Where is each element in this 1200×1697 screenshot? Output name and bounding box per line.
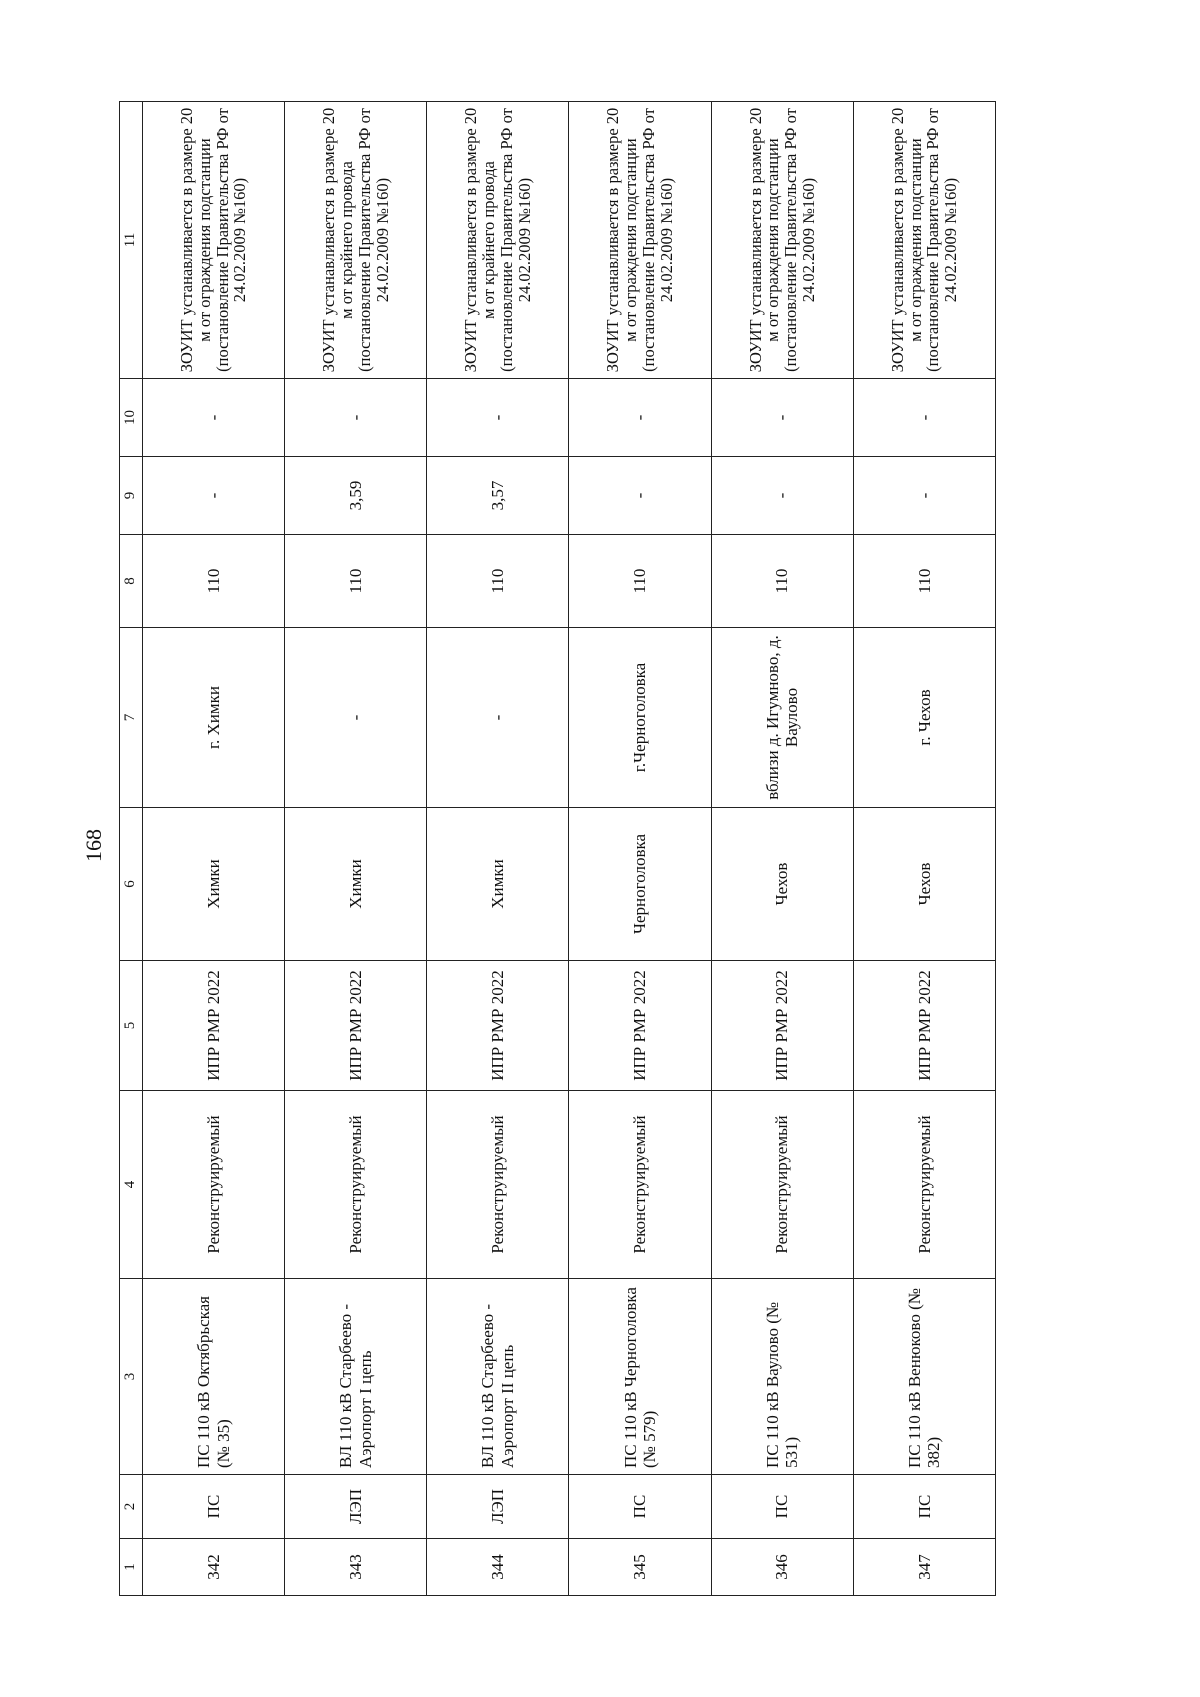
program: ИПР РМР 2022	[711, 961, 853, 1091]
column-10-value: -	[285, 379, 427, 457]
object-status: Реконструируемый	[569, 1091, 711, 1279]
column-header: 4	[120, 1091, 143, 1279]
table-row	[143, 102, 285, 1596]
voltage: 110	[569, 535, 711, 628]
object-status: Реконструируемый	[853, 1091, 995, 1279]
length: -	[569, 457, 711, 535]
column-10-value: -	[427, 379, 569, 457]
column-header: 6	[120, 808, 143, 961]
location: -	[427, 628, 569, 808]
column-10-value: -	[143, 379, 285, 457]
district: Черноголовка	[569, 808, 711, 961]
length: 3,59	[285, 457, 427, 535]
location: вблизи д. Игумново, д. Ваулово	[711, 628, 853, 808]
column-10-value: -	[569, 379, 711, 457]
object-type: ЛЭП	[285, 1475, 427, 1539]
column-header: 11	[120, 102, 143, 379]
column-header: 3	[120, 1279, 143, 1475]
table-row	[853, 102, 995, 1596]
length: -	[711, 457, 853, 535]
object-status: Реконструируемый	[143, 1091, 285, 1279]
program: ИПР РМР 2022	[285, 961, 427, 1091]
district: Химки	[285, 808, 427, 961]
location: г. Химки	[143, 628, 285, 808]
object-status: Реконструируемый	[285, 1091, 427, 1279]
zone-note: ЗОУИТ устанавливается в размере 20 м от ограждения подстанции (постановление Правительства РФ от 24.02.2009 №160)	[711, 102, 853, 379]
location: -	[285, 628, 427, 808]
row-number: 343	[285, 1539, 427, 1596]
column-header: 8	[120, 535, 143, 628]
program: ИПР РМР 2022	[427, 961, 569, 1091]
object-type: ПС	[853, 1475, 995, 1539]
length: -	[143, 457, 285, 535]
table-container	[119, 102, 996, 1596]
object-name: ПС 110 кВ Ваулово (№ 531)	[711, 1279, 853, 1475]
district: Химки	[143, 808, 285, 961]
district: Чехов	[711, 808, 853, 961]
object-type: ПС	[569, 1475, 711, 1539]
object-name: ВЛ 110 кВ Старбеево - Аэропорт II цепь	[427, 1279, 569, 1475]
program: ИПР РМР 2022	[569, 961, 711, 1091]
row-number: 342	[143, 1539, 285, 1596]
row-number: 347	[853, 1539, 995, 1596]
object-name: ПС 110 кВ Октябрьская (№ 35)	[143, 1279, 285, 1475]
object-status: Реконструируемый	[711, 1091, 853, 1279]
column-10-value: -	[853, 379, 995, 457]
object-type: ЛЭП	[427, 1475, 569, 1539]
data-table	[119, 101, 996, 1596]
zone-note: ЗОУИТ устанавливается в размере 20 м от ограждения подстанции (постановление Правительства РФ от 24.02.2009 №160)	[143, 102, 285, 379]
voltage: 110	[853, 535, 995, 628]
table-row	[569, 102, 711, 1596]
object-status: Реконструируемый	[427, 1091, 569, 1279]
row-number: 346	[711, 1539, 853, 1596]
table-row	[285, 102, 427, 1596]
row-number: 344	[427, 1539, 569, 1596]
table-row	[427, 102, 569, 1596]
column-header: 1	[120, 1539, 143, 1596]
column-10-value: -	[711, 379, 853, 457]
column-header: 7	[120, 628, 143, 808]
object-name: ПС 110 кВ Черноголовка (№ 579)	[569, 1279, 711, 1475]
voltage: 110	[143, 535, 285, 628]
district: Химки	[427, 808, 569, 961]
object-name: ПС 110 кВ Венюково (№ 382)	[853, 1279, 995, 1475]
voltage: 110	[427, 535, 569, 628]
zone-note: ЗОУИТ устанавливается в размере 20 м от ограждения подстанции (постановление Правительства РФ от 24.02.2009 №160)	[569, 102, 711, 379]
voltage: 110	[285, 535, 427, 628]
length: -	[853, 457, 995, 535]
program: ИПР РМР 2022	[143, 961, 285, 1091]
column-header: 10	[120, 379, 143, 457]
voltage: 110	[711, 535, 853, 628]
zone-note: ЗОУИТ устанавливается в размере 20 м от крайнего провода (постановление Правительства РФ от 24.02.2009 №160)	[427, 102, 569, 379]
location: г. Чехов	[853, 628, 995, 808]
object-name: ВЛ 110 кВ Старбеево - Аэропорт I цепь	[285, 1279, 427, 1475]
zone-note: ЗОУИТ устанавливается в размере 20 м от ограждения подстанции (постановление Правительства РФ от 24.02.2009 №160)	[853, 102, 995, 379]
table-row	[711, 102, 853, 1596]
page-number: 168	[81, 829, 106, 862]
column-header: 9	[120, 457, 143, 535]
object-type: ПС	[143, 1475, 285, 1539]
column-header: 2	[120, 1475, 143, 1539]
district: Чехов	[853, 808, 995, 961]
column-header: 5	[120, 961, 143, 1091]
object-type: ПС	[711, 1475, 853, 1539]
program: ИПР РМР 2022	[853, 961, 995, 1091]
zone-note: ЗОУИТ устанавливается в размере 20 м от крайнего провода (постановление Правительства РФ от 24.02.2009 №160)	[285, 102, 427, 379]
row-number: 345	[569, 1539, 711, 1596]
length: 3,57	[427, 457, 569, 535]
location: г.Черноголовка	[569, 628, 711, 808]
header-row	[120, 102, 143, 1596]
